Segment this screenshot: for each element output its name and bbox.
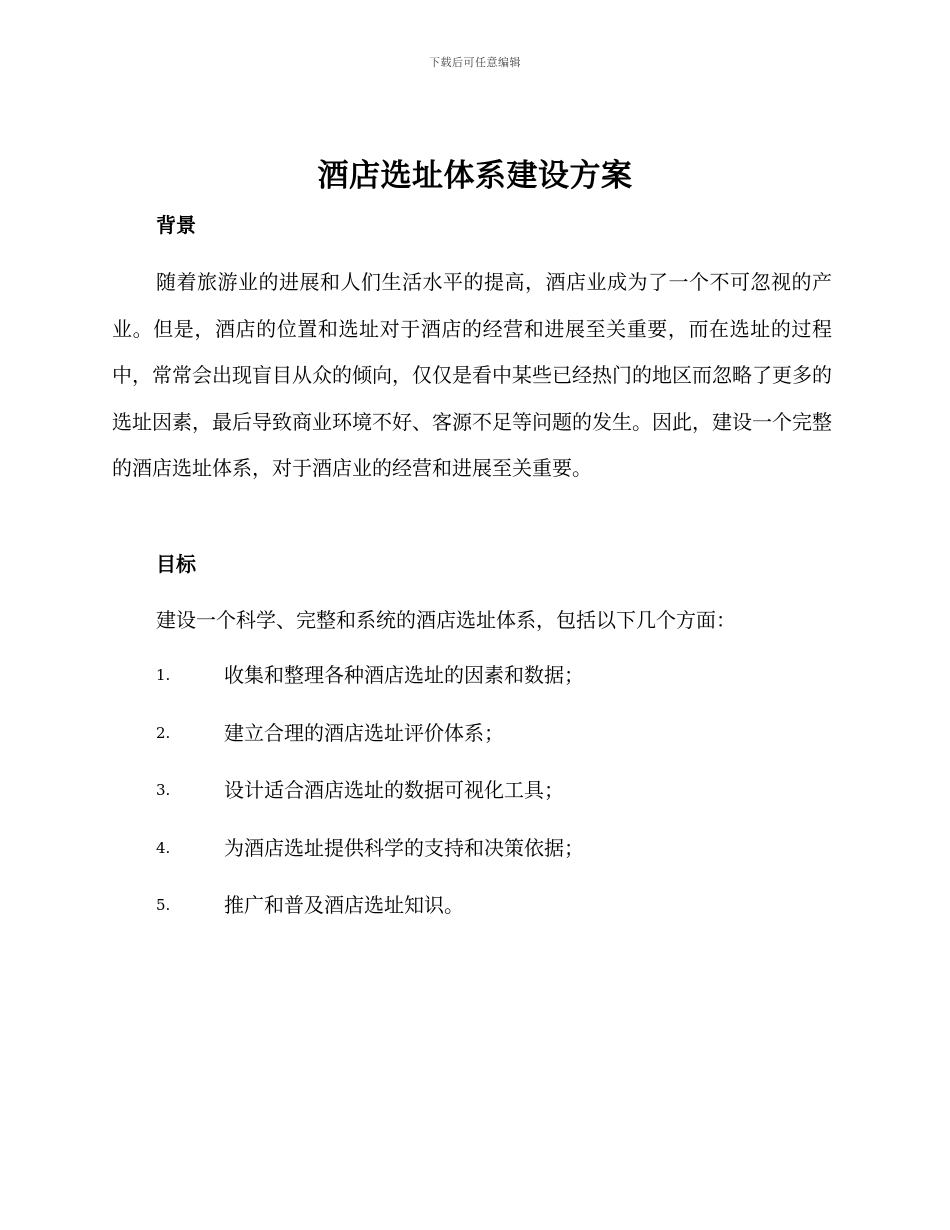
section-heading-background: 背景 xyxy=(156,213,196,237)
list-item-number: 1. xyxy=(156,666,171,684)
list-item-number: 3. xyxy=(156,781,171,799)
list-item-number: 4. xyxy=(156,838,171,857)
list-item-text: 推广和普及酒店选址知识。 xyxy=(224,893,464,917)
list-item-text: 为酒店选址提供科学的支持和决策依据； xyxy=(224,835,584,860)
background-paragraph: 随着旅游业的进展和人们生活水平的提高，酒店业成为了一个不可忽视的产业。但是，酒店的位置和选址对于酒店的经营和进展至关重要，而在选址的过程中，常常会出现盲目从众的倾向，仅仅是看中某些已经热门的地区而忽略了更多的选址因素，最后导致商业环境不好、客源不足等问题的发生。因此，建设一个完整的酒店选址体系，对于酒店业的经营和进展至关重要。 xyxy=(112,270,832,480)
list-item xyxy=(156,890,584,948)
list-item-text: 设计适合酒店选址的数据可视化工具； xyxy=(224,778,564,802)
header-note: 下载后可任意编辑 xyxy=(429,56,521,69)
list-item-text: 收集和整理各种酒店选址的因素和数据； xyxy=(224,663,584,687)
goal-intro: 建设一个科学、完整和系统的酒店选址体系，包括以下几个方面： xyxy=(156,608,736,632)
list-item-number: 5. xyxy=(156,896,171,914)
goal-list xyxy=(156,660,584,948)
list-item xyxy=(156,833,584,891)
list-item-text: 建立合理的酒店选址评价体系； xyxy=(224,720,504,745)
list-item xyxy=(156,718,584,776)
list-item xyxy=(156,775,584,833)
section-heading-goal: 目标 xyxy=(156,552,196,576)
list-item-number: 2. xyxy=(156,723,171,742)
list-item xyxy=(156,660,584,718)
document-title: 酒店选址体系建设方案 xyxy=(317,158,633,194)
